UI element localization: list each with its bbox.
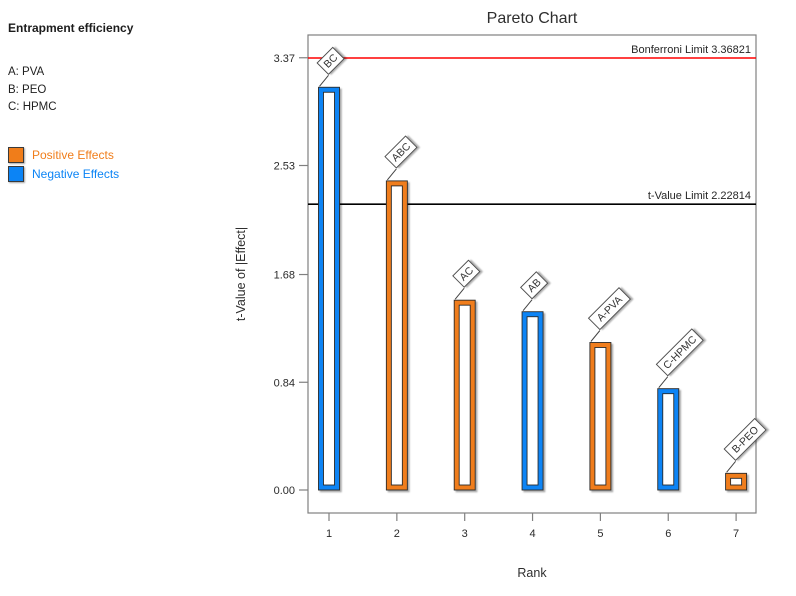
x-tick-label-2: 3 — [461, 528, 468, 540]
y-tick-label-3: 2.53 — [273, 160, 295, 173]
bar-core-C-HPMC — [663, 394, 674, 485]
bar-core-BC — [324, 92, 335, 485]
x-tick-label-5: 6 — [665, 528, 672, 540]
bar-BC — [319, 87, 340, 490]
bar-A-PVA — [590, 343, 611, 490]
bar-label-text-AB: AB — [525, 276, 544, 295]
positive-effects-label: Positive Effects — [32, 147, 114, 162]
y-tick-label-4: 3.37 — [273, 52, 295, 65]
bar-label-text-B-PEO: B-PEO — [729, 424, 762, 456]
y-tick-label-1: 0.84 — [273, 377, 295, 390]
chart-title: Pareto Chart — [486, 10, 578, 27]
limit-line-label-0: Bonferroni Limit 3.36821 — [631, 43, 751, 56]
bar-C-HPMC — [658, 389, 679, 490]
bar-core-B-PEO — [731, 478, 742, 485]
response-name: Entrapment efficiency — [8, 21, 134, 35]
x-tick-label-3: 4 — [529, 528, 536, 540]
bar-B-PEO — [726, 473, 747, 490]
y-axis-title: t-Value of |Effect| — [234, 226, 248, 322]
x-tick-label-4: 5 — [597, 528, 604, 540]
bar-label-text-BC: BC — [321, 51, 341, 71]
bar-label-text-A-PVA: A-PVA — [594, 293, 625, 325]
x-tick-label-1: 2 — [393, 528, 400, 540]
bar-core-A-PVA — [595, 348, 606, 485]
bar-core-AB — [527, 317, 538, 485]
x-tick-label-6: 7 — [733, 528, 740, 540]
factor-b: B: PEO — [8, 83, 47, 96]
bar-label-text-AC: AC — [457, 264, 477, 284]
bar-core-AC — [459, 305, 470, 485]
limit-line-label-1: t-Value Limit 2.22814 — [647, 190, 751, 203]
factor-a: A: PVA — [8, 66, 45, 78]
bar-label-text-C-HPMC: C-HPMC — [661, 333, 700, 372]
x-tick-label-0: 1 — [325, 528, 333, 540]
bar-ABC — [386, 181, 407, 490]
negative-effects-label: Negative Effects — [32, 166, 120, 181]
x-axis-title: Rank — [517, 566, 547, 580]
factor-c: C: HPMC — [8, 101, 57, 113]
bar-AC — [454, 300, 475, 490]
y-tick-label-2: 1.68 — [273, 269, 295, 282]
bar-AB — [522, 312, 543, 490]
bar-core-ABC — [391, 186, 402, 485]
bar-label-text-ABC: ABC — [389, 140, 414, 165]
y-tick-label-0: 0.00 — [273, 485, 295, 497]
